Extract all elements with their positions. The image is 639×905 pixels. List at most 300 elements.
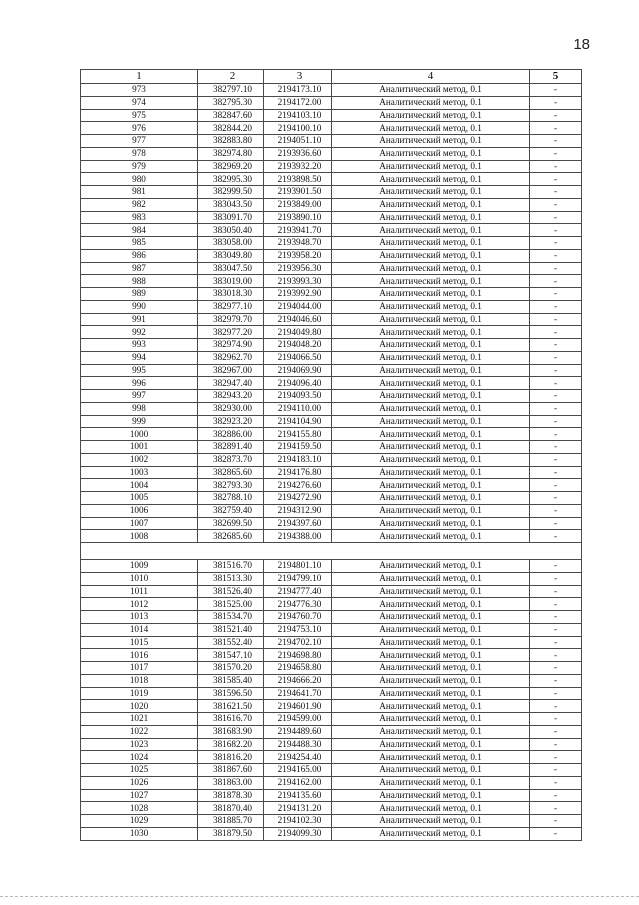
note-cell: - <box>530 598 582 611</box>
table-row <box>81 585 582 598</box>
note-cell: - <box>530 313 582 326</box>
method-cell: Аналитический метод, 0.1 <box>332 585 530 598</box>
table-row <box>81 725 582 738</box>
note-cell: - <box>530 441 582 454</box>
method-cell: Аналитический метод, 0.1 <box>332 751 530 764</box>
method-cell: Аналитический метод, 0.1 <box>332 224 530 237</box>
method-cell: Аналитический метод, 0.1 <box>332 776 530 789</box>
table-row <box>81 713 582 726</box>
table-row <box>81 326 582 339</box>
method-cell: Аналитический метод, 0.1 <box>332 479 530 492</box>
y-coordinate-cell: 2194069.90 <box>264 364 332 377</box>
point-number-cell: 1012 <box>81 598 198 611</box>
header-col-3: 3 <box>264 70 332 84</box>
method-cell: Аналитический метод, 0.1 <box>332 504 530 517</box>
x-coordinate-cell: 382974.80 <box>198 147 264 160</box>
point-number-cell: 1024 <box>81 751 198 764</box>
method-cell: Аналитический метод, 0.1 <box>332 611 530 624</box>
x-coordinate-cell: 382977.10 <box>198 300 264 313</box>
x-coordinate-cell: 382844.20 <box>198 122 264 135</box>
x-coordinate-cell: 381534.70 <box>198 611 264 624</box>
point-number-cell: 1026 <box>81 776 198 789</box>
y-coordinate-cell: 2194698.80 <box>264 649 332 662</box>
method-cell: Аналитический метод, 0.1 <box>332 390 530 403</box>
x-coordinate-cell: 383049.80 <box>198 249 264 262</box>
note-cell: - <box>530 662 582 675</box>
note-cell: - <box>530 649 582 662</box>
x-coordinate-cell: 381516.70 <box>198 560 264 573</box>
y-coordinate-cell: 2193958.20 <box>264 249 332 262</box>
method-cell: Аналитический метод, 0.1 <box>332 249 530 262</box>
x-coordinate-cell: 381596.50 <box>198 687 264 700</box>
note-cell: - <box>530 492 582 505</box>
point-number-cell: 1023 <box>81 738 198 751</box>
x-coordinate-cell: 383043.50 <box>198 198 264 211</box>
y-coordinate-cell: 2194702.10 <box>264 636 332 649</box>
point-number-cell: 997 <box>81 390 198 403</box>
x-coordinate-cell: 382883.80 <box>198 135 264 148</box>
method-cell: Аналитический метод, 0.1 <box>332 428 530 441</box>
note-cell: - <box>530 198 582 211</box>
note-cell: - <box>530 585 582 598</box>
point-number-cell: 998 <box>81 402 198 415</box>
x-coordinate-cell: 381525.00 <box>198 598 264 611</box>
table-row <box>81 504 582 517</box>
x-coordinate-cell: 382967.00 <box>198 364 264 377</box>
point-number-cell: 1007 <box>81 517 198 530</box>
y-coordinate-cell: 2194155.80 <box>264 428 332 441</box>
table-row <box>81 377 582 390</box>
method-cell: Аналитический метод, 0.1 <box>332 402 530 415</box>
x-coordinate-cell: 382943.20 <box>198 390 264 403</box>
table-row <box>81 288 582 301</box>
y-coordinate-cell: 2194312.90 <box>264 504 332 517</box>
note-cell: - <box>530 402 582 415</box>
y-coordinate-cell: 2194599.00 <box>264 713 332 726</box>
method-cell: Аналитический метод, 0.1 <box>332 827 530 840</box>
point-number-cell: 1001 <box>81 441 198 454</box>
y-coordinate-cell: 2194254.40 <box>264 751 332 764</box>
table-row <box>81 300 582 313</box>
point-number-cell: 975 <box>81 109 198 122</box>
method-cell: Аналитический метод, 0.1 <box>332 623 530 636</box>
point-number-cell: 989 <box>81 288 198 301</box>
y-coordinate-cell: 2194760.70 <box>264 611 332 624</box>
y-coordinate-cell: 2194046.60 <box>264 313 332 326</box>
x-coordinate-cell: 382969.20 <box>198 160 264 173</box>
point-number-cell: 1002 <box>81 453 198 466</box>
table-header-row <box>81 70 582 84</box>
y-coordinate-cell: 2194272.90 <box>264 492 332 505</box>
table-row <box>81 623 582 636</box>
x-coordinate-cell: 382795.30 <box>198 96 264 109</box>
point-number-cell: 1011 <box>81 585 198 598</box>
point-number-cell: 1010 <box>81 572 198 585</box>
table-row <box>81 275 582 288</box>
method-cell: Аналитический метод, 0.1 <box>332 326 530 339</box>
method-cell: Аналитический метод, 0.1 <box>332 275 530 288</box>
method-cell: Аналитический метод, 0.1 <box>332 802 530 815</box>
header-col-1: 1 <box>81 70 198 84</box>
x-coordinate-cell: 381870.40 <box>198 802 264 815</box>
point-number-cell: 1025 <box>81 764 198 777</box>
table-row <box>81 479 582 492</box>
point-number-cell: 1004 <box>81 479 198 492</box>
table-row <box>81 598 582 611</box>
method-cell: Аналитический метод, 0.1 <box>332 135 530 148</box>
y-coordinate-cell: 2194102.30 <box>264 815 332 828</box>
method-cell: Аналитический метод, 0.1 <box>332 313 530 326</box>
table-row <box>81 466 582 479</box>
method-cell: Аналитический метод, 0.1 <box>332 288 530 301</box>
point-number-cell: 995 <box>81 364 198 377</box>
x-coordinate-cell: 382865.60 <box>198 466 264 479</box>
note-cell: - <box>530 815 582 828</box>
y-coordinate-cell: 2194666.20 <box>264 674 332 687</box>
table-row <box>81 364 582 377</box>
note-cell: - <box>530 211 582 224</box>
note-cell: - <box>530 623 582 636</box>
point-number-cell: 978 <box>81 147 198 160</box>
table-row <box>81 402 582 415</box>
note-cell: - <box>530 611 582 624</box>
x-coordinate-cell: 381526.40 <box>198 585 264 598</box>
note-cell: - <box>530 84 582 97</box>
y-coordinate-cell: 2193948.70 <box>264 237 332 250</box>
table-row <box>81 428 582 441</box>
note-cell: - <box>530 109 582 122</box>
method-cell: Аналитический метод, 0.1 <box>332 674 530 687</box>
point-number-cell: 1016 <box>81 649 198 662</box>
point-number-cell: 1021 <box>81 713 198 726</box>
method-cell: Аналитический метод, 0.1 <box>332 517 530 530</box>
y-coordinate-cell: 2194049.80 <box>264 326 332 339</box>
point-number-cell: 999 <box>81 415 198 428</box>
note-cell: - <box>530 764 582 777</box>
table-row <box>81 789 582 802</box>
point-number-cell: 1005 <box>81 492 198 505</box>
note-cell: - <box>530 636 582 649</box>
point-number-cell: 1008 <box>81 530 198 543</box>
table-gap-row <box>81 543 582 560</box>
note-cell: - <box>530 479 582 492</box>
x-coordinate-cell: 382923.20 <box>198 415 264 428</box>
note-cell: - <box>530 173 582 186</box>
x-coordinate-cell: 382974.90 <box>198 339 264 352</box>
y-coordinate-cell: 2194658.80 <box>264 662 332 675</box>
y-coordinate-cell: 2193901.50 <box>264 186 332 199</box>
x-coordinate-cell: 382847.60 <box>198 109 264 122</box>
method-cell: Аналитический метод, 0.1 <box>332 738 530 751</box>
y-coordinate-cell: 2194777.40 <box>264 585 332 598</box>
coordinates-table <box>80 69 582 841</box>
y-coordinate-cell: 2194100.10 <box>264 122 332 135</box>
note-cell: - <box>530 326 582 339</box>
table-row <box>81 84 582 97</box>
y-coordinate-cell: 2193941.70 <box>264 224 332 237</box>
method-cell: Аналитический метод, 0.1 <box>332 687 530 700</box>
x-coordinate-cell: 381521.40 <box>198 623 264 636</box>
y-coordinate-cell: 2193932.20 <box>264 160 332 173</box>
point-number-cell: 988 <box>81 275 198 288</box>
y-coordinate-cell: 2194066.50 <box>264 351 332 364</box>
x-coordinate-cell: 381513.30 <box>198 572 264 585</box>
x-coordinate-cell: 382979.70 <box>198 313 264 326</box>
table-row <box>81 339 582 352</box>
table-row <box>81 764 582 777</box>
note-cell: - <box>530 377 582 390</box>
point-number-cell: 996 <box>81 377 198 390</box>
note-cell: - <box>530 339 582 352</box>
page-number: 18 <box>573 36 590 53</box>
y-coordinate-cell: 2194801.10 <box>264 560 332 573</box>
x-coordinate-cell: 381885.70 <box>198 815 264 828</box>
y-coordinate-cell: 2194183.10 <box>264 453 332 466</box>
method-cell: Аналитический метод, 0.1 <box>332 662 530 675</box>
y-coordinate-cell: 2194799.10 <box>264 572 332 585</box>
method-cell: Аналитический метод, 0.1 <box>332 160 530 173</box>
point-number-cell: 1000 <box>81 428 198 441</box>
table-row <box>81 390 582 403</box>
note-cell: - <box>530 262 582 275</box>
point-number-cell: 1009 <box>81 560 198 573</box>
y-coordinate-cell: 2194103.10 <box>264 109 332 122</box>
point-number-cell: 973 <box>81 84 198 97</box>
table-row <box>81 173 582 186</box>
table-row <box>81 776 582 789</box>
point-number-cell: 1014 <box>81 623 198 636</box>
method-cell: Аналитический метод, 0.1 <box>332 339 530 352</box>
point-number-cell: 992 <box>81 326 198 339</box>
table-row <box>81 249 582 262</box>
x-coordinate-cell: 382947.40 <box>198 377 264 390</box>
point-number-cell: 1006 <box>81 504 198 517</box>
table-row <box>81 751 582 764</box>
note-cell: - <box>530 530 582 543</box>
y-coordinate-cell: 2194776.30 <box>264 598 332 611</box>
x-coordinate-cell: 382793.30 <box>198 479 264 492</box>
method-cell: Аналитический метод, 0.1 <box>332 789 530 802</box>
note-cell: - <box>530 789 582 802</box>
point-number-cell: 985 <box>81 237 198 250</box>
table-row <box>81 224 582 237</box>
x-coordinate-cell: 381547.10 <box>198 649 264 662</box>
table-row <box>81 415 582 428</box>
point-number-cell: 1019 <box>81 687 198 700</box>
x-coordinate-cell: 383091.70 <box>198 211 264 224</box>
x-coordinate-cell: 382873.70 <box>198 453 264 466</box>
point-number-cell: 990 <box>81 300 198 313</box>
method-cell: Аналитический метод, 0.1 <box>332 262 530 275</box>
note-cell: - <box>530 96 582 109</box>
note-cell: - <box>530 713 582 726</box>
x-coordinate-cell: 383047.50 <box>198 262 264 275</box>
table-row <box>81 147 582 160</box>
method-cell: Аналитический метод, 0.1 <box>332 96 530 109</box>
point-number-cell: 1030 <box>81 827 198 840</box>
y-coordinate-cell: 2194397.60 <box>264 517 332 530</box>
note-cell: - <box>530 453 582 466</box>
note-cell: - <box>530 674 582 687</box>
table-row <box>81 560 582 573</box>
x-coordinate-cell: 383019.00 <box>198 275 264 288</box>
x-coordinate-cell: 382930.00 <box>198 402 264 415</box>
x-coordinate-cell: 382977.20 <box>198 326 264 339</box>
note-cell: - <box>530 147 582 160</box>
method-cell: Аналитический метод, 0.1 <box>332 636 530 649</box>
method-cell: Аналитический метод, 0.1 <box>332 364 530 377</box>
note-cell: - <box>530 122 582 135</box>
y-coordinate-cell: 2194159.50 <box>264 441 332 454</box>
note-cell: - <box>530 288 582 301</box>
note-cell: - <box>530 517 582 530</box>
point-number-cell: 1015 <box>81 636 198 649</box>
note-cell: - <box>530 237 582 250</box>
method-cell: Аналитический метод, 0.1 <box>332 572 530 585</box>
table-row <box>81 649 582 662</box>
method-cell: Аналитический метод, 0.1 <box>332 815 530 828</box>
method-cell: Аналитический метод, 0.1 <box>332 377 530 390</box>
x-coordinate-cell: 381816.20 <box>198 751 264 764</box>
note-cell: - <box>530 572 582 585</box>
method-cell: Аналитический метод, 0.1 <box>332 237 530 250</box>
x-coordinate-cell: 381585.40 <box>198 674 264 687</box>
x-coordinate-cell: 383018.30 <box>198 288 264 301</box>
table-row <box>81 160 582 173</box>
point-number-cell: 977 <box>81 135 198 148</box>
point-number-cell: 982 <box>81 198 198 211</box>
scan-edge-line <box>0 896 639 897</box>
x-coordinate-cell: 383058.00 <box>198 237 264 250</box>
note-cell: - <box>530 160 582 173</box>
table-row <box>81 738 582 751</box>
method-cell: Аналитический метод, 0.1 <box>332 492 530 505</box>
method-cell: Аналитический метод, 0.1 <box>332 198 530 211</box>
note-cell: - <box>530 560 582 573</box>
note-cell: - <box>530 428 582 441</box>
method-cell: Аналитический метод, 0.1 <box>332 147 530 160</box>
point-number-cell: 1018 <box>81 674 198 687</box>
point-number-cell: 1020 <box>81 700 198 713</box>
table-row <box>81 453 582 466</box>
x-coordinate-cell: 382995.30 <box>198 173 264 186</box>
x-coordinate-cell: 383050.40 <box>198 224 264 237</box>
x-coordinate-cell: 381867.60 <box>198 764 264 777</box>
x-coordinate-cell: 381552.40 <box>198 636 264 649</box>
x-coordinate-cell: 382685.60 <box>198 530 264 543</box>
note-cell: - <box>530 700 582 713</box>
note-cell: - <box>530 275 582 288</box>
note-cell: - <box>530 364 582 377</box>
y-coordinate-cell: 2193992.90 <box>264 288 332 301</box>
note-cell: - <box>530 351 582 364</box>
note-cell: - <box>530 186 582 199</box>
method-cell: Аналитический метод, 0.1 <box>332 415 530 428</box>
table-row <box>81 827 582 840</box>
table-row <box>81 186 582 199</box>
table-row <box>81 662 582 675</box>
method-cell: Аналитический метод, 0.1 <box>332 713 530 726</box>
table-row <box>81 815 582 828</box>
method-cell: Аналитический метод, 0.1 <box>332 598 530 611</box>
note-cell: - <box>530 827 582 840</box>
note-cell: - <box>530 466 582 479</box>
y-coordinate-cell: 2194048.20 <box>264 339 332 352</box>
note-cell: - <box>530 135 582 148</box>
y-coordinate-cell: 2194110.00 <box>264 402 332 415</box>
point-number-cell: 1013 <box>81 611 198 624</box>
y-coordinate-cell: 2193936.60 <box>264 147 332 160</box>
y-coordinate-cell: 2194051.10 <box>264 135 332 148</box>
note-cell: - <box>530 776 582 789</box>
y-coordinate-cell: 2194104.90 <box>264 415 332 428</box>
method-cell: Аналитический метод, 0.1 <box>332 453 530 466</box>
x-coordinate-cell: 381878.30 <box>198 789 264 802</box>
note-cell: - <box>530 738 582 751</box>
y-coordinate-cell: 2194276.60 <box>264 479 332 492</box>
y-coordinate-cell: 2194176.80 <box>264 466 332 479</box>
x-coordinate-cell: 382699.50 <box>198 517 264 530</box>
point-number-cell: 991 <box>81 313 198 326</box>
x-coordinate-cell: 382999.50 <box>198 186 264 199</box>
point-number-cell: 1003 <box>81 466 198 479</box>
y-coordinate-cell: 2194162.00 <box>264 776 332 789</box>
method-cell: Аналитический метод, 0.1 <box>332 725 530 738</box>
note-cell: - <box>530 249 582 262</box>
table-row <box>81 351 582 364</box>
method-cell: Аналитический метод, 0.1 <box>332 186 530 199</box>
y-coordinate-cell: 2194135.60 <box>264 789 332 802</box>
x-coordinate-cell: 381570.20 <box>198 662 264 675</box>
table-row <box>81 135 582 148</box>
table-row <box>81 611 582 624</box>
table-row <box>81 802 582 815</box>
method-cell: Аналитический метод, 0.1 <box>332 173 530 186</box>
table-row <box>81 237 582 250</box>
method-cell: Аналитический метод, 0.1 <box>332 351 530 364</box>
note-cell: - <box>530 224 582 237</box>
x-coordinate-cell: 381682.20 <box>198 738 264 751</box>
table-row <box>81 700 582 713</box>
header-col-2: 2 <box>198 70 264 84</box>
y-coordinate-cell: 2193849.00 <box>264 198 332 211</box>
table-row <box>81 96 582 109</box>
x-coordinate-cell: 381863.00 <box>198 776 264 789</box>
y-coordinate-cell: 2193890.10 <box>264 211 332 224</box>
note-cell: - <box>530 390 582 403</box>
x-coordinate-cell: 381621.50 <box>198 700 264 713</box>
point-number-cell: 1017 <box>81 662 198 675</box>
y-coordinate-cell: 2194099.30 <box>264 827 332 840</box>
point-number-cell: 1029 <box>81 815 198 828</box>
point-number-cell: 983 <box>81 211 198 224</box>
y-coordinate-cell: 2194044.00 <box>264 300 332 313</box>
x-coordinate-cell: 381879.50 <box>198 827 264 840</box>
table-row <box>81 492 582 505</box>
point-number-cell: 1022 <box>81 725 198 738</box>
table-row <box>81 109 582 122</box>
x-coordinate-cell: 382797.10 <box>198 84 264 97</box>
x-coordinate-cell: 382759.40 <box>198 504 264 517</box>
gap-cell <box>81 543 582 560</box>
table-row <box>81 211 582 224</box>
table-row <box>81 441 582 454</box>
y-coordinate-cell: 2194165.00 <box>264 764 332 777</box>
y-coordinate-cell: 2193956.30 <box>264 262 332 275</box>
note-cell: - <box>530 300 582 313</box>
method-cell: Аналитический метод, 0.1 <box>332 649 530 662</box>
point-number-cell: 984 <box>81 224 198 237</box>
